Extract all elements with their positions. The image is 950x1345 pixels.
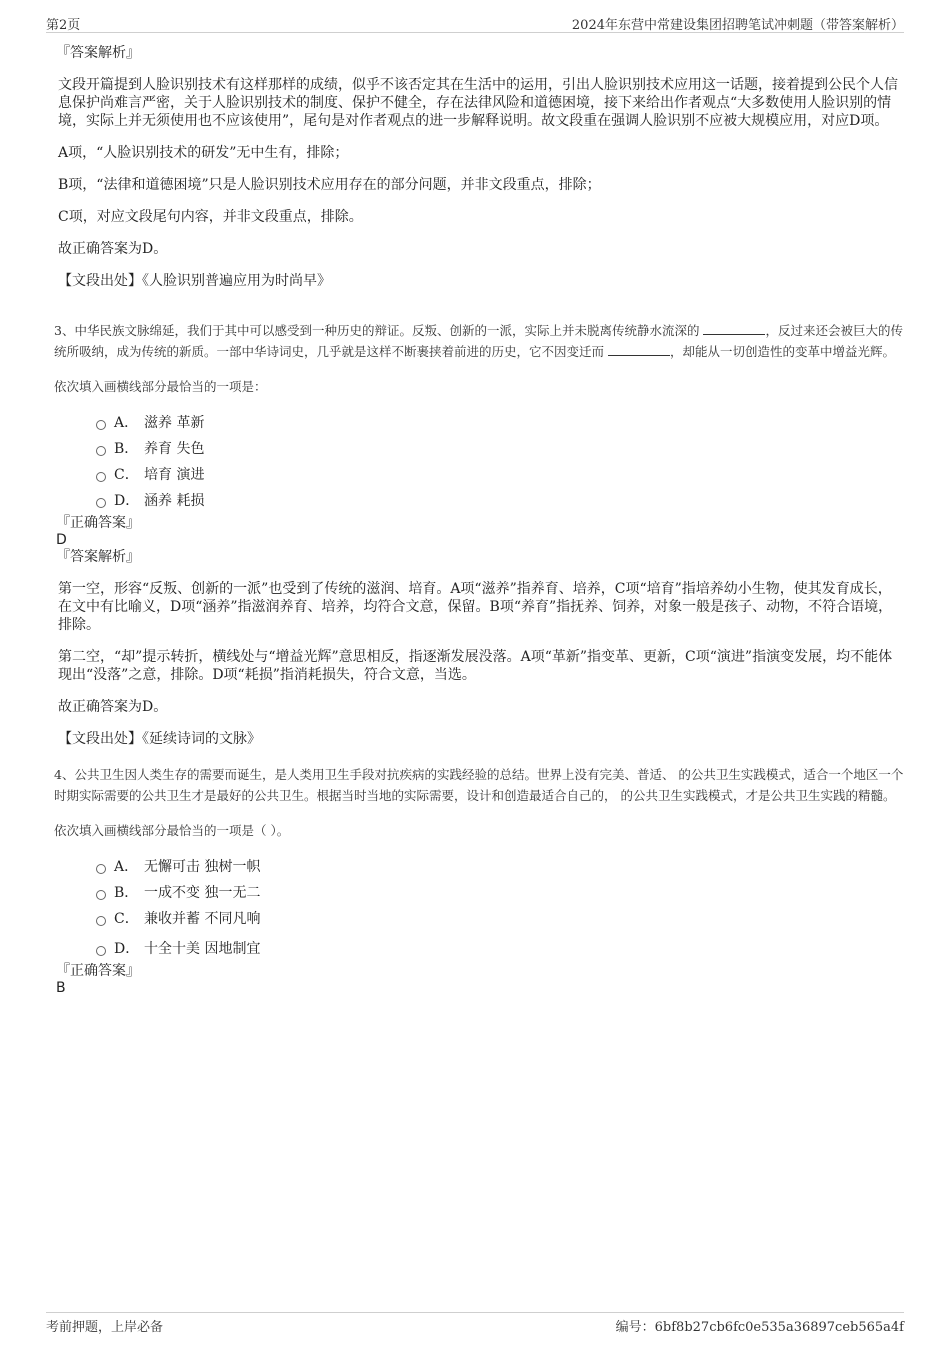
analysis-paragraph: A项，“人脸识别技术的研发”无中生有，排除；	[58, 145, 349, 161]
page-content	[56, 44, 904, 996]
question-4-options	[96, 858, 904, 966]
analysis-paragraph: C项，对应文段尾句内容，并非文段重点，排除。	[58, 209, 363, 225]
radio-icon[interactable]	[96, 446, 106, 456]
page-number: 第2页	[46, 18, 81, 33]
option-b[interactable]: B． 养育 失色	[96, 440, 904, 466]
radio-icon[interactable]	[96, 472, 106, 482]
radio-icon[interactable]	[96, 916, 106, 926]
document-title: 2024年东营中常建设集团招聘笔试冲刺题（带答案解析）	[571, 18, 904, 33]
correct-answer: B	[56, 980, 66, 996]
blank-line	[703, 322, 765, 335]
radio-icon[interactable]	[96, 946, 106, 956]
analysis-paragraph: B项，“法律和道德困境”只是人脸识别技术应用存在的部分问题，并非文段重点，排除；	[58, 177, 601, 193]
question-4-prompt: 依次填入画横线部分最恰当的一项是（ ）。	[54, 823, 290, 838]
option-d[interactable]: D． 十全十美 因地制宜	[96, 940, 904, 966]
blank-line	[608, 343, 670, 356]
analysis-paragraph: 文段开篇提到人脸识别技术有这样那样的成绩，似乎不该否定其在生活中的运用，引出人脸识别技术应用这一话题，接着提到公民个人信息保护尚难言严密，关于人脸识别技术的制度、保护不健全，存在法律风险和道德困境，接下来给出作者观点“大多数使用人脸识别的情境，实际上并无须使用也不应该使用”，尾句是对作者观点的进一步解释说明。故文段重在强调人脸识别不应被大规模应用，对应D项。	[58, 77, 898, 129]
radio-icon[interactable]	[96, 420, 106, 430]
footer-slogan: 考前押题，上岸必备	[46, 1320, 164, 1335]
option-a[interactable]: A． 无懈可击 独树一帜	[96, 858, 904, 884]
analysis-paragraph: 第一空，形容“反叛、创新的一派”也受到了传统的滋润、培育。A项“滋养”指养育、培养，C项“培育”指培养幼小生物，使其发育成长，在文中有比喻义，D项“涵养”指滋润养育、培养，均符合文意，保留。B项“养育”指抚养、饲养，对象一般是孩子、动物，不符合语境，排除。	[58, 581, 893, 633]
option-c[interactable]: C． 培育 演进	[96, 466, 904, 492]
option-b[interactable]: B． 一成不变 独一无二	[96, 884, 904, 910]
question-3-options	[96, 414, 904, 518]
option-a[interactable]: A． 滋养 革新	[96, 414, 904, 440]
source-citation: 【文段出处】《延续诗词的文脉》	[58, 731, 261, 747]
question-4-text: 4、公共卫生因人类生存的需要而诞生，是人类用卫生手段对抗疾病的实践经验的总结。世界上没有完美、普适、 的公共卫生实践模式，适合一个地区一个时期实际需要的公共卫生才是最好的公共卫生。根据当时当地的实际需要，设计和创造最适合自己的， 的公共卫生实践模式，才是公共卫生实践的精髓。	[54, 767, 904, 803]
radio-icon[interactable]	[96, 498, 106, 508]
question-3-text: 3、中华民族文脉绵延，我们于其中可以感受到一种历史的辩证。反叛、创新的一派，实际上并未脱离传统静水流深的 ，反过来还会被巨大的传统所吸纳，成为传统的新质。一部中华诗词史，几乎就是这样不断裹挟着前进的历史，它不因变迁而 ，却能从一切创造性的变革中增益光辉。	[54, 323, 903, 359]
page-footer	[46, 1312, 904, 1333]
analysis-label: 『答案解析』	[56, 549, 140, 565]
option-d[interactable]: D． 涵养 耗损	[96, 492, 904, 518]
document-id: 编号：6bf8b27cb6fc0e535a36897ceb565a4f	[615, 1320, 904, 1335]
analysis-label: 『答案解析』	[56, 45, 140, 61]
option-c[interactable]: C． 兼收并蓄 不同凡响	[96, 910, 904, 936]
correct-answer: D	[56, 532, 67, 548]
radio-icon[interactable]	[96, 890, 106, 900]
analysis-conclusion: 故正确答案为D。	[58, 699, 168, 715]
page-header	[46, 12, 904, 33]
source-citation: 【文段出处】《人脸识别普遍应用为时尚早》	[58, 273, 331, 289]
analysis-paragraph: 第二空，“却”提示转折，横线处与“增益光辉”意思相反，指逐渐发展没落。A项“革新”指变革、更新，C项“演进”指演变发展，均不能体现出“没落”之意，排除。D项“耗损”指消耗损失，符合文意，当选。	[58, 649, 893, 683]
correct-answer-label: 『正确答案』	[56, 963, 140, 979]
correct-answer-label: 『正确答案』	[56, 515, 140, 531]
radio-icon[interactable]	[96, 864, 106, 874]
question-3-prompt: 依次填入画横线部分最恰当的一项是：	[54, 379, 267, 394]
analysis-conclusion: 故正确答案为D。	[58, 241, 168, 257]
